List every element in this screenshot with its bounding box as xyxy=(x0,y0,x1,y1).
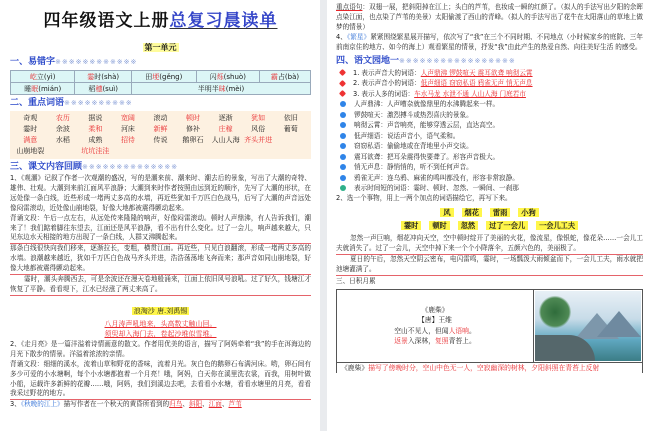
key-word: 依旧 xyxy=(283,114,298,122)
question-bullet-icon xyxy=(340,185,346,191)
keyword: 斜阳 xyxy=(188,400,203,409)
key-word: 逐渐 xyxy=(218,114,233,122)
info-bullet-icon xyxy=(340,133,346,139)
subject-word: 风 xyxy=(440,208,453,217)
poem-summary-text: 描写了傍晚时分，空山中色无一人，空寂幽深的树林，夕阳斜照在青苔上反射 xyxy=(368,363,600,372)
definition-text: 表示时间短的词语：霎时、顿时、忽然、一瞬间、一刹那 xyxy=(354,184,519,193)
poem-title-text: 浪淘沙 唐.刘禹锡 xyxy=(133,306,188,315)
key-word: 霎时 xyxy=(23,125,38,133)
list-item xyxy=(336,78,643,89)
section-heading-review xyxy=(10,161,311,174)
paragraph-text: 描写作者在一个秋天的黄昏所看到的 xyxy=(63,400,170,409)
paragraph-qiuwan: 3、《秋晚的江上》描写作者在一个秋天的黄昏所看到的归鸟、斜阳、江面、芦苇 xyxy=(10,400,242,409)
typo-cell: 霸占(bà) xyxy=(259,71,310,83)
table-row xyxy=(337,289,643,362)
decor-stars: ※※※※※※※※※※※※※※ xyxy=(82,163,179,171)
table-row xyxy=(11,83,311,95)
key-word: 宽阔 xyxy=(120,114,135,122)
key-word: 招待 xyxy=(120,136,135,144)
definition-text: 悄无声息：静悄悄的，听不到任何声音。 xyxy=(354,163,473,172)
category-words: 低声细语 窃窃私语 鸦雀无声 悄无声息 xyxy=(420,79,533,88)
definition-text: 低声细语：说话声音小，语气柔和。 xyxy=(354,131,460,140)
paragraph-guanchao: 1、《观潮》记叙了作者一次观潮的盛况，写的是潮来前、潮来时、潮去后的景象，写出了大潮的奇特、雄伟、壮观。大潮到来前江面风平浪静；大潮到来时作者按照由远到近的顺序，先写了大潮的形状，在远处像一条白线，近些形成一堵两丈多高的水墙，再近些犹如千万匹白色战马，后写了大潮的声音远处像闷雷滚动，近处像山崩地裂，好像大地都被震得颤动起来。 xyxy=(10,174,311,212)
list-item xyxy=(336,141,643,152)
info-bullet-icon xyxy=(340,175,346,181)
key-word: 余波 xyxy=(55,125,70,133)
section-heading-yuwen-yuandi xyxy=(336,55,643,68)
keyword: 归鸟 xyxy=(169,400,183,409)
key-word: 人山人海 xyxy=(211,136,240,144)
bullet-diamond-icon xyxy=(339,80,346,87)
typo-cell: 霎时(shà) xyxy=(75,71,132,83)
definition-text: 人声鼎沸：人声嘈杂就像鼎里的水沸腾起来一样。 xyxy=(354,100,500,109)
page-title xyxy=(10,10,311,32)
keyword: 芦苇 xyxy=(228,400,242,409)
typo-table xyxy=(10,70,311,95)
key-word: 风俗 xyxy=(251,125,266,133)
list-item xyxy=(336,162,643,173)
key-word: 成熟 xyxy=(88,136,103,144)
definition-text: 窃窃私语：偷偷地或在背地里小声交谈。 xyxy=(354,142,473,151)
time-word: 一会儿工夫 xyxy=(536,221,578,230)
definition-text: 震耳欲聋：把耳朵震得快要聋了。形容声音极大。 xyxy=(354,152,500,161)
subject-word: 烟花 xyxy=(462,208,482,217)
table-row xyxy=(11,71,311,83)
list-item xyxy=(336,110,643,121)
info-bullet-icon xyxy=(340,143,346,149)
key-word: 修补 xyxy=(186,125,201,133)
unit-text: 第一单元 xyxy=(144,43,177,52)
decor-stars: ※※※※※※※※※※※※※※※※※ xyxy=(399,56,516,65)
definition-text: 鸦雀无声：连乌鸦、麻雀的鸣叫都没有，形容非常寂静。 xyxy=(354,173,519,182)
key-word: 奇观 xyxy=(23,114,38,122)
poem-title: 《鹿柴》 xyxy=(421,305,449,314)
key-word: 齐头并进 xyxy=(244,136,273,144)
poem-summary-label: 《鹿柴》 xyxy=(341,363,369,372)
title-review-sheet: 总复习晨读单 xyxy=(169,11,278,31)
info-bullet-icon xyxy=(340,122,346,128)
key-word: 庄稼 xyxy=(218,125,233,133)
key-words-grid xyxy=(10,111,311,159)
bullet-diamond-icon xyxy=(339,90,346,97)
subject-word: 小狗 xyxy=(518,208,538,217)
poem-table-luzhai xyxy=(336,289,643,363)
paragraph-zouyueliang: 2、《走月亮》是一篇洋溢着诗情画意的散文。作者用优美的语言，描写了阿妈牵着“我”的手在洱海边的月光下散步的情景。洋溢着浓浓的亲情。 xyxy=(10,339,311,358)
subject-word: 雷雨 xyxy=(490,208,510,217)
key-word: 新鲜 xyxy=(153,125,168,133)
list-item xyxy=(336,89,643,100)
recite-passage-guanchao-3: 霎时，潮头奔腾西去，可是余波还在漫天卷地般涌来，江面上依旧风号浪吼。过了好久，钱塘江才恢复了平静。看看堤下，江水已经涨了两丈来高了。 xyxy=(10,275,311,296)
key-word: 满意 xyxy=(23,136,38,144)
time-word: 过了一会儿 xyxy=(486,221,528,230)
poem-line: 返景入深林，复照青苔上。 xyxy=(394,337,476,346)
title-grade: 四年级语文上册 xyxy=(43,11,170,31)
recite-passage-guanchao: 背诵文段：午后一点左右，从远处传来隆隆的响声，好像闷雷滚动。顿时人声鼎沸，有人告诉我们，潮来了！我们踮着脚往东望去，江面还是风平浪静，看不出有什么变化。过了一会儿，响声越来越大，只见东边水天相接的地方出现了一条白线，人群又沸腾起来。 xyxy=(10,214,311,245)
category-words: 人声鼎沸 锣鼓喧天 震耳欲聋 响彻云霄 xyxy=(420,68,533,77)
info-bullet-icon xyxy=(340,164,346,170)
poem-title-langtaosha xyxy=(10,298,311,317)
recite-passage-guanchao-2: 那条白线很快向我们移来，逐渐拉长，变粗，横贯江面。再近些，只见白浪翻滚，形成一堵两丈多高的水墙。浪潮越来越近，犹如千万匹白色战马齐头并进，浩浩荡荡地飞奔而来；那声音如同山崩地裂，好像大地都被震得颤动起来。 xyxy=(10,244,311,275)
bullet-diamond-icon xyxy=(339,69,346,76)
pine-tree-shape xyxy=(539,295,571,329)
document-page-left xyxy=(0,0,320,431)
info-bullet-icon xyxy=(340,112,346,118)
key-sentences-label: 重点语句 xyxy=(336,3,363,11)
list-item xyxy=(336,68,643,79)
typo-cell: 闪烁(shuò) xyxy=(196,71,259,83)
key-word: 河床 xyxy=(120,125,135,133)
highlighted-subjects xyxy=(336,207,643,218)
landscape-painting-image xyxy=(535,291,641,361)
category-label: 2. 表示声音小的词语： xyxy=(353,79,421,88)
info-bullet-icon xyxy=(340,101,346,107)
list-item xyxy=(336,120,643,131)
key-word: 据说 xyxy=(88,114,103,122)
lesson-title: 《秋晚的江上》 xyxy=(20,400,64,409)
unit-label xyxy=(10,35,311,54)
key-word: 水稻 xyxy=(55,136,70,144)
list-item xyxy=(336,99,643,110)
section-heading-riji-yuelei: 三、日积月累 xyxy=(336,277,376,286)
category-words: 车水马龙 水泄不通 人山人海 门庭若市 xyxy=(414,89,526,98)
key-sentences xyxy=(336,3,643,33)
key-word xyxy=(47,146,80,157)
poem-illustration-cell xyxy=(534,289,643,362)
key-word: 山崩地裂 xyxy=(16,147,45,155)
definition-text: 响彻云霄：声音响亮，能够穿透云层，直达高空。 xyxy=(354,121,500,130)
mountain-shape xyxy=(597,311,641,337)
definition-text: 锣鼓喧天：激烈搏斗或热烈喜庆的景象。 xyxy=(354,110,473,119)
time-word: 顿时 xyxy=(429,221,449,230)
poem-line: 八月涛声吼地来，头高数丈触山回。 xyxy=(104,319,217,328)
poem-line: 须臾却入海门去，卷起沙堆似雪堆。 xyxy=(104,329,217,338)
list-item xyxy=(336,173,643,184)
typo-cell: 睡眠(mián) xyxy=(11,83,75,95)
key-word: 柔和 xyxy=(88,125,103,133)
word-category-list xyxy=(336,68,643,194)
typo-cell: 屹立(yì) xyxy=(11,71,75,83)
paragraph-text: 紧紧围绕繁星展开描写，依次写了“我”在三个不同时期、不同地点（小时候家乡的庭院、三年前南京住的地方、如今的海上）观看繁星的情景，抒发“我”由此产生的热爱自然、向往美好生活 的感受。 xyxy=(336,32,643,51)
keyword: 江面 xyxy=(208,400,222,409)
key-word: 传说 xyxy=(153,136,168,144)
item-number: 4、 xyxy=(336,32,347,41)
section-heading-typo xyxy=(10,56,311,69)
poem-author: 【唐】王维 xyxy=(418,316,452,325)
time-word: 霎时 xyxy=(401,221,421,230)
key-word: 农历 xyxy=(55,114,70,122)
key-word xyxy=(274,135,307,146)
section-label: 四、语文园地一 xyxy=(336,55,400,66)
typo-cell: 田埂(gěng) xyxy=(132,71,197,83)
task-2: 2、选一个事物，用上一两个加点的词语描绘它，再写下来。 xyxy=(336,193,512,202)
decor-stars: ※※※※※※※※※※※※ xyxy=(55,58,138,66)
key-word: 坑坑洼洼 xyxy=(81,147,110,155)
list-item xyxy=(336,183,643,194)
section-label: 二、重点词语 xyxy=(10,98,65,108)
decor-stars: ※※※※※※※※※※ xyxy=(64,99,133,107)
recite-passage-zouyueliang: 背诵文段：细细的溪水，流着山草和野花的香味，流着月光。灰白色的鹅卵石布满河床。哟，卵石间有多少可爱的小水塘啊，每个小水塘都抱着一个月亮！哦，阿妈，白天你在溪里洗衣裳，而我，用树叶做小船，运载许多新鲜的花瓣……哦，阿妈，我们到溪边去吧，去看看小水塘，看看水塘里的月亮，看看我采过野花的地方。 xyxy=(10,360,311,401)
document-page-right xyxy=(327,0,651,431)
key-word: 鹅卵石 xyxy=(182,136,204,144)
example-rain: 夏日的午后，忽然天空阴云密布，电闪雷鸣，霎时，一场瓢泼大雨倾盆而下，一会儿工夫，雨水就把池塘灌满了。 xyxy=(336,255,643,276)
poem-text-cell xyxy=(337,289,534,362)
key-word: 犹如 xyxy=(251,114,266,122)
category-label: 3. 表示人多的词语： xyxy=(353,89,415,98)
paragraph-fanxing xyxy=(336,33,643,53)
poem-line: 空山不见人，但闻人语响。 xyxy=(394,326,476,335)
list-item xyxy=(336,152,643,163)
highlighted-time-words xyxy=(336,220,643,231)
key-sentences-text: ：双翅一展，把斜阳掉在江上；头白的芦苇，也妆成一瞬的红颜了。（拟人的手法写出夕阳的余晖点染江面，也点染了芦苇的美景）太阳偷渡了西山的青峰。（拟人的手法写出了花牛在太阳落山的草地上做梦的情景） xyxy=(336,3,644,31)
lesson-title: 《繁星》 xyxy=(346,32,371,41)
section-label: 一、易错字 xyxy=(10,57,56,67)
info-bullet-icon xyxy=(340,154,346,160)
typo-cell: 半明半昧(mèi) xyxy=(132,83,311,95)
section-heading-key-words xyxy=(10,97,311,110)
key-word: 顿时 xyxy=(186,114,201,122)
list-item xyxy=(336,131,643,142)
poem-summary xyxy=(336,363,643,373)
typo-cell: 稻穗(suì) xyxy=(75,83,132,95)
item-number: 3、 xyxy=(10,400,21,409)
category-label: 1. 表示声音大的词语： xyxy=(353,68,421,77)
key-word: 葡萄 xyxy=(283,125,298,133)
section-label: 三、课文内容回顾 xyxy=(10,162,83,172)
time-word: 忽然 xyxy=(458,221,478,230)
key-word: 滚动 xyxy=(153,114,168,122)
example-fireworks: 忽然一声巨响，烟花冲向天空，空中顿时绽开了美丽的火花，像流星，像银蛇，像花朵……一会儿工夫就消失了。过了一会儿，天空中掉下来一个个小降落伞，五颜六色的，美丽极了。 xyxy=(336,234,643,255)
